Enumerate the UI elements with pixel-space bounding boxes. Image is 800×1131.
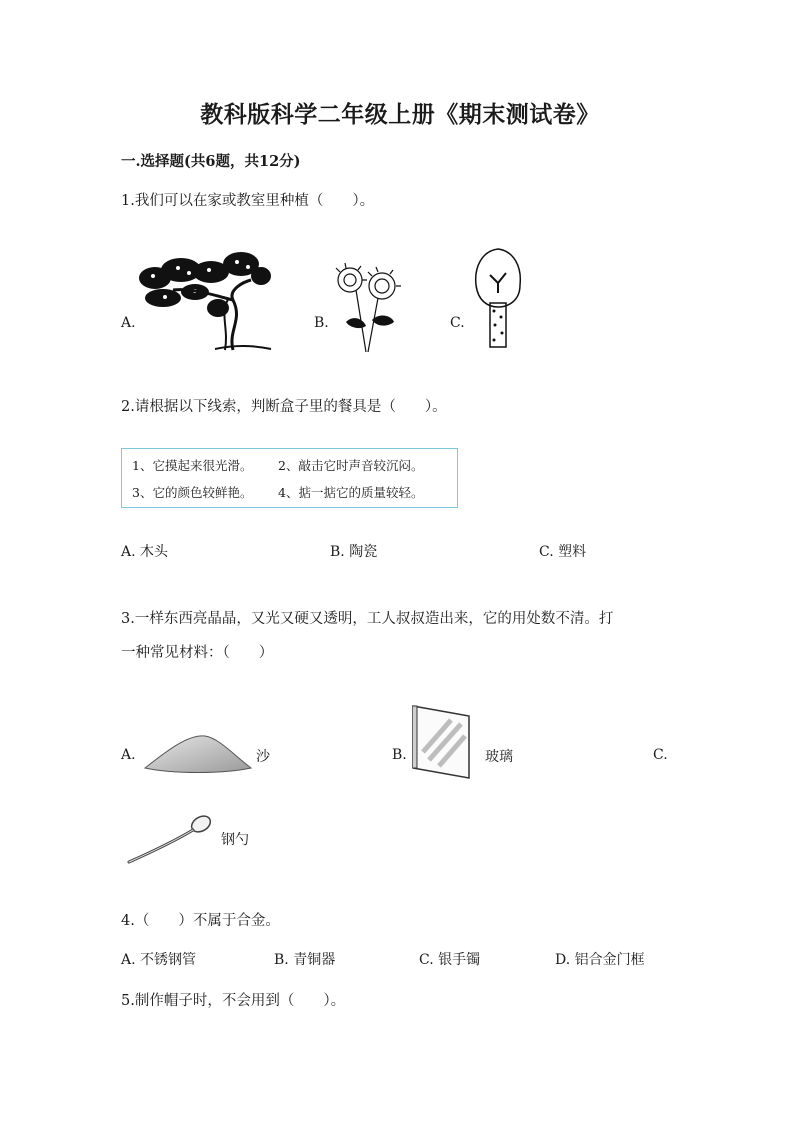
question-4-option-a[interactable]: A. 不锈钢管: [121, 952, 197, 968]
bonsai-pine-icon: [133, 250, 273, 350]
question-4-stem: 4.（ ）不属于合金。: [121, 913, 280, 929]
spoon-label: 钢勺: [221, 832, 249, 848]
spoon-icon: [125, 810, 215, 866]
question-3-stem-line-2: 一种常见材料：（ ）: [121, 645, 274, 661]
question-3-stem-line-1: 3.一样东西亮晶晶，又光又硬又透明，工人叔叔造出来，它的用处数不清。打: [121, 611, 614, 627]
question-2-stem: 2.请根据以下线索，判断盒子里的餐具是（ ）。: [121, 399, 447, 415]
question-3-option-a[interactable]: A.: [121, 747, 136, 763]
question-2-option-a[interactable]: A. 木头: [121, 544, 169, 560]
question-1-option-a[interactable]: A.: [121, 315, 136, 331]
question-2-option-c[interactable]: C. 塑料: [539, 544, 587, 560]
question-5-stem: 5.制作帽子时，不会用到（ ）。: [121, 993, 346, 1009]
clue-1: 1、它摸起来很光滑。: [132, 458, 253, 473]
glass-label: 玻璃: [485, 749, 513, 765]
page-title: 教科版科学二年级上册《期末测试卷》: [200, 101, 600, 128]
question-4-option-d[interactable]: D. 铝合金门框: [555, 952, 645, 968]
question-1-option-b[interactable]: B.: [314, 315, 329, 331]
flower-icon: [332, 262, 402, 352]
question-3-option-b[interactable]: B.: [392, 747, 407, 763]
question-1-option-c[interactable]: C.: [450, 315, 465, 331]
question-3-option-c[interactable]: C.: [653, 747, 668, 763]
clue-4: 4、掂一掂它的质量较轻。: [278, 485, 424, 500]
question-1-stem: 1.我们可以在家或教室里种植（ ）。: [121, 193, 375, 209]
question-4-option-c[interactable]: C. 银手镯: [419, 952, 481, 968]
clue-2: 2、敲击它时声音较沉闷。: [278, 458, 424, 473]
sand-label: 沙: [256, 749, 270, 765]
glass-pane-icon: [411, 704, 471, 780]
section-heading: 一.选择题(共6题，共12分): [121, 153, 301, 170]
clue-box: [121, 448, 458, 508]
question-4-option-b[interactable]: B. 青铜器: [274, 952, 336, 968]
question-2-option-b[interactable]: B. 陶瓷: [330, 544, 378, 560]
clue-3: 3、它的颜色较鲜艳。: [132, 485, 253, 500]
sand-pile-icon: [143, 730, 253, 775]
tree-icon: [470, 245, 526, 350]
